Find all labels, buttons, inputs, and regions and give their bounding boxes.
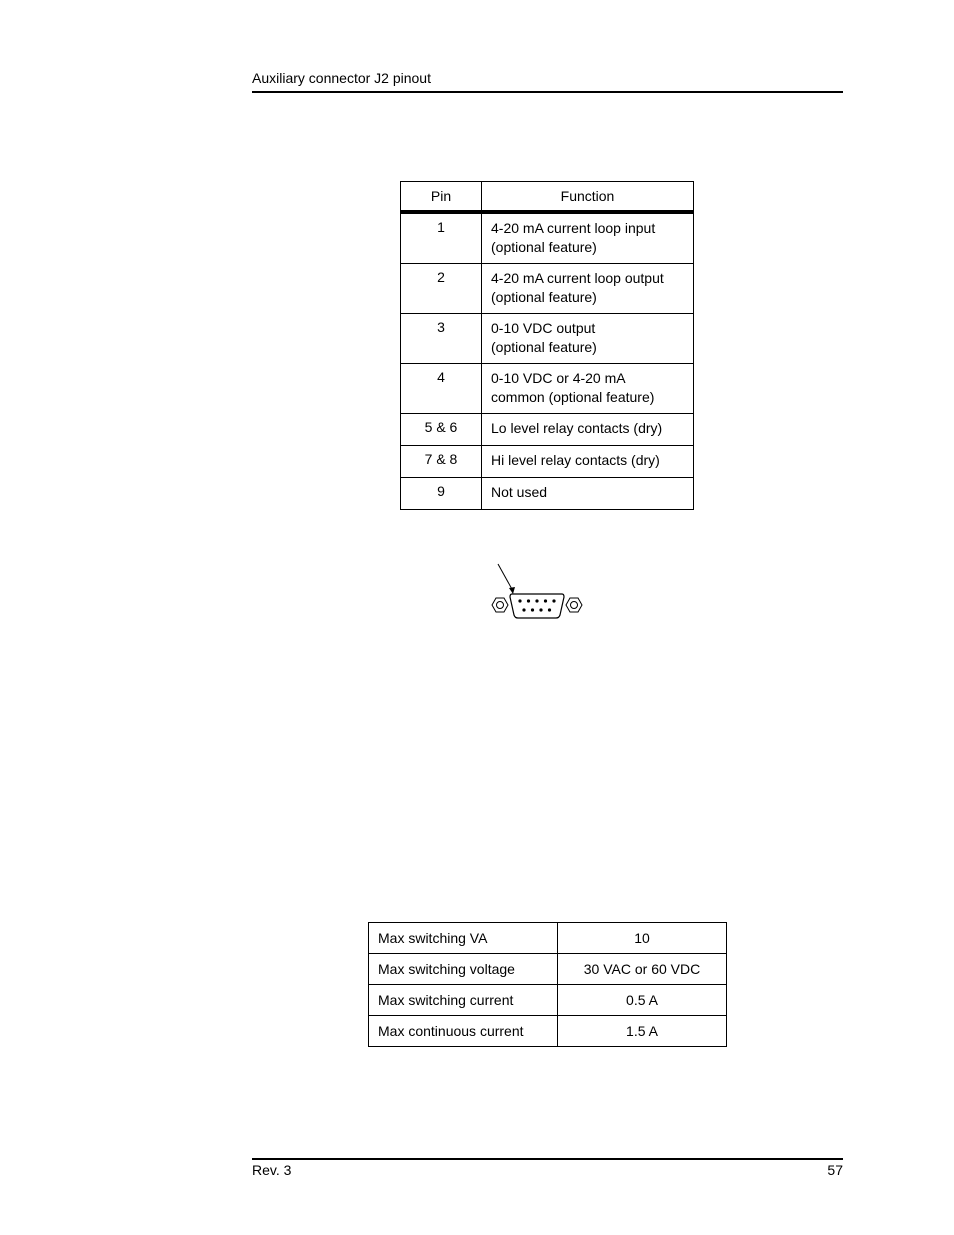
table-row — [401, 478, 694, 510]
pin-number: 9 — [401, 478, 482, 510]
footer-rule — [252, 1158, 843, 1160]
table-row — [369, 954, 727, 985]
pin-function — [482, 212, 694, 264]
pin-function-line: (optional feature) — [491, 339, 597, 355]
pin-function-line: common (optional feature) — [491, 389, 655, 405]
table-row — [369, 923, 727, 954]
spec-value: 1.5 A — [558, 1016, 727, 1047]
table-row — [401, 364, 694, 414]
left-hex-nut-icon — [492, 598, 508, 612]
pin-function — [482, 446, 694, 478]
spec-label: Max continuous current — [369, 1016, 558, 1047]
pin-function — [482, 364, 694, 414]
table-row — [401, 314, 694, 364]
table-row — [401, 414, 694, 446]
pin-function-line: 0-10 VDC output — [491, 320, 596, 336]
pin-function-line: 4-20 mA current loop input — [491, 220, 656, 236]
footer-revision: Rev. 3 — [252, 1162, 292, 1178]
spec-value: 30 VAC or 60 VDC — [558, 954, 727, 985]
pin-function-line: (optional feature) — [491, 289, 597, 305]
pin-number: 4 — [401, 364, 482, 414]
footer-page-number: 57 — [827, 1162, 843, 1178]
relay-spec-table — [368, 922, 727, 1047]
pin-number: 3 — [401, 314, 482, 364]
table-row — [369, 985, 727, 1016]
table-row — [401, 212, 694, 264]
table-row — [401, 264, 694, 314]
spec-label: Max switching VA — [369, 923, 558, 954]
pin-table-header-row — [401, 182, 694, 213]
pin-function — [482, 314, 694, 364]
pin-function-line: 4-20 mA current loop output — [491, 270, 664, 286]
pin-function-line: (optional feature) — [491, 239, 597, 255]
spec-label: Max switching current — [369, 985, 558, 1016]
d-sub-shell — [510, 594, 564, 618]
pin-function-line: 0-10 VDC or 4-20 mA — [491, 370, 626, 386]
header-rule — [252, 91, 843, 93]
pin-table — [400, 181, 694, 510]
db9-connector-diagram — [488, 560, 588, 624]
pin-function — [482, 414, 694, 446]
pin-number: 7 & 8 — [401, 446, 482, 478]
page-header-title: Auxiliary connector J2 pinout — [252, 70, 431, 86]
pin-number: 1 — [401, 212, 482, 264]
pin-column-header: Pin — [401, 182, 482, 213]
pin1-indicator-line — [498, 564, 513, 591]
table-row — [401, 446, 694, 478]
spec-value: 0.5 A — [558, 985, 727, 1016]
pin-function-line: Lo level relay contacts (dry) — [491, 420, 663, 436]
pin-number: 5 & 6 — [401, 414, 482, 446]
pin-number: 2 — [401, 264, 482, 314]
pin-function — [482, 478, 694, 510]
pin-function-line: Not used — [491, 484, 548, 500]
pin1-indicator-arrowhead — [509, 587, 515, 594]
right-hex-nut-icon — [566, 598, 582, 612]
spec-label: Max switching voltage — [369, 954, 558, 985]
spec-value: 10 — [558, 923, 727, 954]
pin-function-line: Hi level relay contacts (dry) — [491, 452, 660, 468]
pin-function — [482, 264, 694, 314]
table-row — [369, 1016, 727, 1047]
function-column-header: Function — [482, 182, 694, 213]
